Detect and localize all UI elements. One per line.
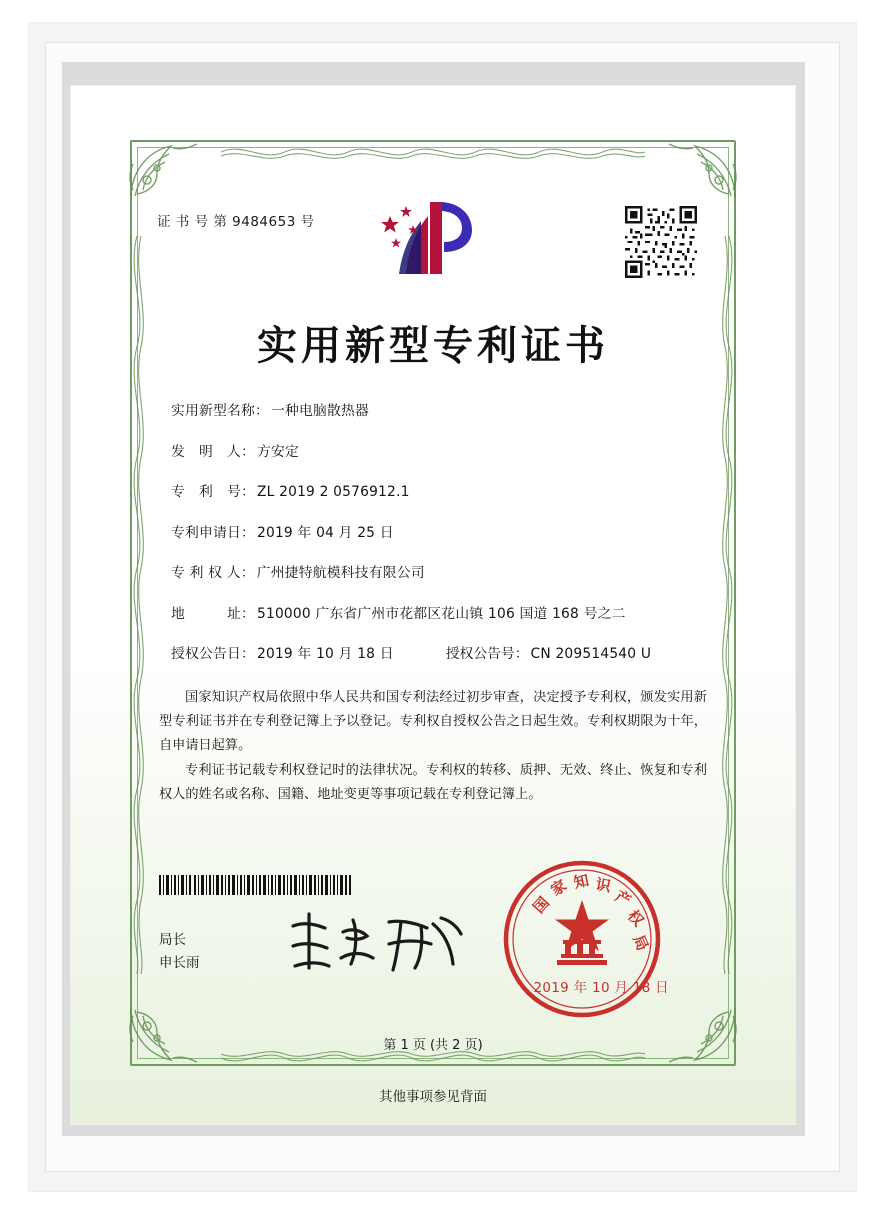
field-label: 专 利 号：: [171, 484, 255, 500]
field-value: 510000 广东省广州市花都区花山镇 106 国道 168 号之二: [256, 605, 626, 622]
barcode-icon: [159, 875, 351, 895]
director-name: 申长雨: [159, 955, 200, 971]
footer-note: 其他事项参见背面: [379, 1089, 487, 1105]
page-title: 实用新型专利证书: [257, 323, 609, 369]
paragraph: 专利证书记载专利权登记时的法律状况。专利权的转移、质押、无效、终止、恢复和专利权人的姓名或名称、国籍、地址变更等事项记载在专利登记簿上。: [159, 763, 707, 802]
qr-code-icon: [625, 206, 697, 278]
field-row-address: [171, 602, 695, 622]
certificate-content: [71, 86, 795, 1124]
field-label: 发 明 人：: [171, 443, 255, 460]
field-label-secondary: 授权公告号：: [445, 646, 529, 662]
field-value: 2019 年 10 月 18 日: [256, 646, 394, 662]
director-signature-icon: [281, 906, 471, 978]
patent-logo-icon: [368, 192, 498, 284]
svg-text:家: 家: [547, 876, 570, 900]
field-value: ZL 2019 2 0576912.1: [256, 484, 410, 500]
svg-text:知: 知: [572, 871, 591, 892]
official-seal-icon: [499, 856, 665, 1022]
field-row-utility-model-name: [171, 399, 695, 419]
page-indicator: 第 1 页 (共 2 页): [383, 1038, 483, 1053]
field-value: 2019 年 04 月 25 日: [256, 524, 394, 541]
field-label: 实用新型名称：: [171, 403, 269, 419]
field-label: 授权公告日：: [171, 646, 255, 662]
field-value: 方安定: [256, 443, 299, 460]
svg-text:识: 识: [594, 875, 613, 896]
svg-text:国: 国: [529, 893, 554, 917]
field-row-grant-announcement: [171, 642, 695, 662]
field-row-patent-number: [171, 480, 695, 500]
field-value: 广州捷特航模科技有限公司: [256, 565, 425, 581]
svg-text:权: 权: [624, 906, 648, 930]
svg-text:产: 产: [612, 886, 635, 910]
field-value: 一种电脑散热器: [270, 403, 369, 419]
fields-list: [171, 399, 695, 683]
director-label: 局长: [159, 932, 186, 948]
field-label: 专利申请日：: [171, 524, 255, 541]
certificate-number: 证 书 号 第 9484653 号: [157, 214, 315, 230]
field-row-patentee: [171, 561, 695, 581]
field-label: 地 址：: [171, 605, 255, 622]
legal-text: [159, 686, 707, 808]
certificate-paper: [71, 86, 795, 1124]
paragraph: 国家知识产权局依照中华人民共和国专利法经过初步审查，决定授予专利权，颁发实用新型专利证书并在专利登记簿上予以登记。专利权自授权公告之日起生效。专利权期限为十年，自申请日起算。: [159, 690, 707, 753]
director-block: [159, 929, 200, 975]
field-row-application-date: [171, 521, 695, 541]
field-label: 专 利 权 人：: [171, 565, 255, 581]
field-value-secondary: CN 209514540 U: [530, 646, 652, 662]
seal-date: 2019 年 10 月 18 日: [533, 980, 669, 996]
field-row-inventor: [171, 440, 695, 460]
svg-text:局: 局: [629, 932, 652, 954]
